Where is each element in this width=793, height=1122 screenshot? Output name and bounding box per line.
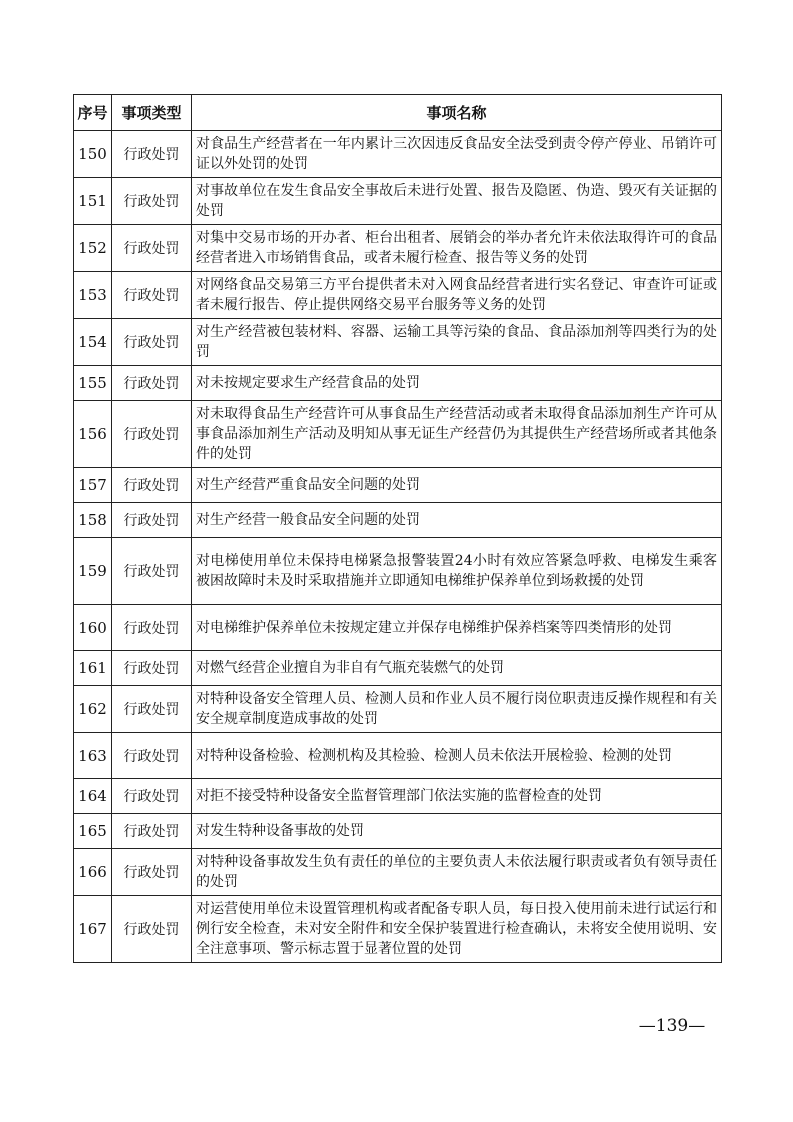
row-type: 行政处罚 [112,225,192,272]
row-number: 161 [74,651,112,686]
table-row [74,178,722,225]
row-type: 行政处罚 [112,468,192,503]
row-name: 对特种设备检验、检测机构及其检验、检测人员未依法开展检验、检测的处罚 [192,733,722,779]
table-row [74,849,722,896]
row-number: 163 [74,733,112,779]
row-number: 158 [74,503,112,538]
row-number: 162 [74,686,112,733]
header-type: 事项类型 [112,95,192,131]
row-type: 行政处罚 [112,401,192,468]
row-name: 对生产经营被包装材料、容器、运输工具等污染的食品、食品添加剂等四类行为的处罚 [192,319,722,366]
row-type: 行政处罚 [112,651,192,686]
row-type: 行政处罚 [112,605,192,651]
table-row [74,538,722,605]
table-row [74,366,722,401]
row-name: 对网络食品交易第三方平台提供者未对入网食品经营者进行实名登记、审查许可证或者未履行报告、停止提供网络交易平台服务等义务的处罚 [192,272,722,319]
row-type: 行政处罚 [112,131,192,178]
row-number: 153 [74,272,112,319]
row-name: 对特种设备事故发生负有责任的单位的主要负责人未依法履行职责或者负有领导责任的处罚 [192,849,722,896]
page-number: —139— [638,1016,706,1036]
table-row [74,131,722,178]
table-row [74,686,722,733]
row-name: 对生产经营严重食品安全问题的处罚 [192,468,722,503]
items-table [73,94,722,963]
row-name: 对燃气经营企业擅自为非自有气瓶充装燃气的处罚 [192,651,722,686]
row-type: 行政处罚 [112,849,192,896]
row-number: 160 [74,605,112,651]
row-name: 对事故单位在发生食品安全事故后未进行处置、报告及隐匿、伪造、毁灭有关证据的处罚 [192,178,722,225]
row-type: 行政处罚 [112,538,192,605]
row-number: 165 [74,814,112,849]
row-number: 167 [74,896,112,963]
row-type: 行政处罚 [112,779,192,814]
table-row [74,503,722,538]
row-number: 155 [74,366,112,401]
row-name: 对特种设备安全管理人员、检测人员和作业人员不履行岗位职责违反操作规程和有关安全规章制度造成事故的处罚 [192,686,722,733]
row-name: 对集中交易市场的开办者、柜台出租者、展销会的举办者允许未依法取得许可的食品经营者进入市场销售食品，或者未履行检查、报告等义务的处罚 [192,225,722,272]
row-type: 行政处罚 [112,272,192,319]
row-name: 对食品生产经营者在一年内累计三次因违反食品安全法受到责令停产停业、吊销许可证以外处罚的处罚 [192,131,722,178]
table-row [74,733,722,779]
row-type: 行政处罚 [112,686,192,733]
table-row [74,401,722,468]
table-row [74,896,722,963]
table-row [74,468,722,503]
row-type: 行政处罚 [112,896,192,963]
row-name: 对电梯维护保养单位未按规定建立并保存电梯维护保养档案等四类情形的处罚 [192,605,722,651]
row-number: 157 [74,468,112,503]
row-type: 行政处罚 [112,814,192,849]
row-name: 对电梯使用单位未保持电梯紧急报警装置24小时有效应答紧急呼救、电梯发生乘客被困故障时未及时采取措施并立即通知电梯维护保养单位到场救援的处罚 [192,538,722,605]
row-type: 行政处罚 [112,733,192,779]
table-row [74,319,722,366]
table-row [74,225,722,272]
row-type: 行政处罚 [112,178,192,225]
row-number: 164 [74,779,112,814]
header-no: 序号 [74,95,112,131]
header-row [74,95,722,131]
row-number: 152 [74,225,112,272]
table-row [74,779,722,814]
row-number: 154 [74,319,112,366]
row-type: 行政处罚 [112,366,192,401]
row-type: 行政处罚 [112,319,192,366]
row-name: 对拒不接受特种设备安全监督管理部门依法实施的监督检查的处罚 [192,779,722,814]
table-row [74,272,722,319]
row-name: 对未取得食品生产经营许可从事食品生产经营活动或者未取得食品添加剂生产许可从事食品添加剂生产活动及明知从事无证生产经营仍为其提供生产经营场所或者其他条件的处罚 [192,401,722,468]
row-number: 159 [74,538,112,605]
row-name: 对生产经营一般食品安全问题的处罚 [192,503,722,538]
table-row [74,651,722,686]
row-name: 对运营使用单位未设置管理机构或者配备专职人员，每日投入使用前未进行试运行和例行安全检查，未对安全附件和安全保护装置进行检查确认，未将安全使用说明、安全注意事项、警示标志置于显著位置的处罚 [192,896,722,963]
table-row [74,814,722,849]
row-number: 156 [74,401,112,468]
header-name: 事项名称 [192,95,722,131]
table-row [74,605,722,651]
row-name: 对未按规定要求生产经营食品的处罚 [192,366,722,401]
row-number: 151 [74,178,112,225]
row-name: 对发生特种设备事故的处罚 [192,814,722,849]
row-number: 166 [74,849,112,896]
row-type: 行政处罚 [112,503,192,538]
row-number: 150 [74,131,112,178]
